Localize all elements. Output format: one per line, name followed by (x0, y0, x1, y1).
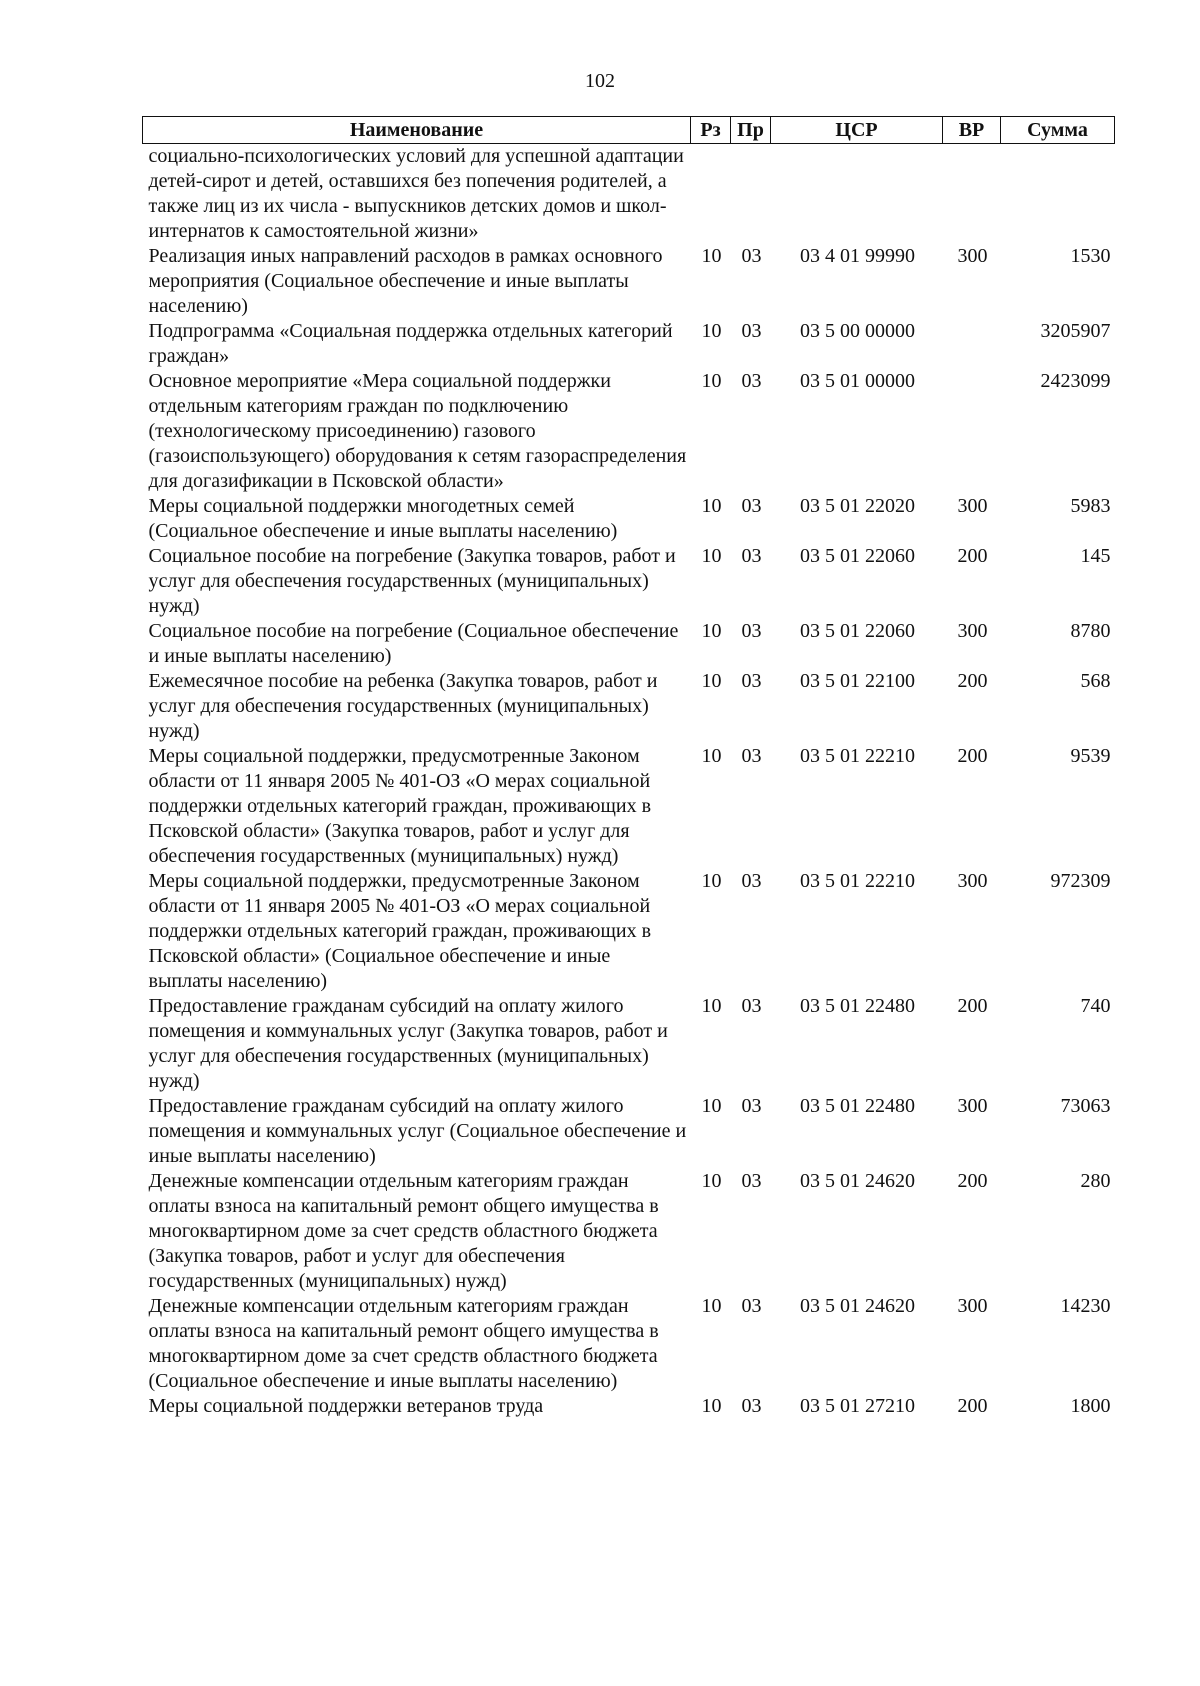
row-name: Предоставление гражданам субсидий на оплату жилого помещения и коммунальных услуг (Социальное обеспечение и иные выплаты населению) (148, 1095, 687, 1167)
table-row (143, 869, 1115, 994)
row-csr: 03 5 01 22020 (800, 495, 915, 517)
row-rz: 10 (701, 1095, 722, 1117)
row-name: Подпрограмма «Социальная поддержка отдельных категорий граждан» (148, 320, 673, 367)
row-vr (943, 369, 1001, 494)
row-name: Денежные компенсации отдельным категориям граждан оплаты взноса на капитальный ремонт общего имущества в многоквартирном доме за счет средств областного бюджета (Закупка товаров, работ и услуг для обеспечения государственных (муниципальных) нужд) (148, 1170, 659, 1292)
row-vr: 300 (957, 495, 988, 517)
page-number: 102 (585, 70, 615, 92)
row-vr (943, 319, 1001, 369)
row-pr: 03 (741, 620, 762, 642)
row-vr: 200 (957, 1170, 988, 1192)
table-row (143, 1169, 1115, 1294)
row-csr: 03 5 01 22100 (800, 670, 915, 692)
row-pr: 03 (741, 545, 762, 567)
row-csr: 03 5 01 22060 (800, 620, 915, 642)
row-vr: 200 (957, 670, 988, 692)
row-name: Основное мероприятие «Мера социальной поддержки отдельным категориям граждан по подключению (технологическому присоединению) газового (газоиспользующего) оборудования к сетям газораспределения для догазификации в Псковской области» (148, 370, 687, 492)
table-row (143, 369, 1115, 494)
header-vr: ВР (943, 117, 1001, 144)
header-name: Наименование (143, 117, 691, 144)
budget-table (142, 116, 1115, 1419)
header-sum: Сумма (1001, 117, 1115, 144)
row-vr: 300 (957, 1095, 988, 1117)
header-rz: Рз (691, 117, 731, 144)
table-row (143, 494, 1115, 544)
row-sum: 568 (1080, 670, 1111, 692)
row-sum: 972309 (1050, 870, 1111, 892)
row-sum: 8780 (1070, 620, 1111, 642)
row-rz: 10 (701, 995, 722, 1017)
row-vr: 300 (957, 1295, 988, 1317)
row-csr (771, 144, 943, 245)
row-csr: 03 5 01 22480 (800, 1095, 915, 1117)
row-rz: 10 (701, 620, 722, 642)
row-name: социально-психологических условий для успешной адаптации детей-сирот и детей, оставшихся без попечения родителей, а также лиц из их числа - выпускников детских домов и школ-интернатов к самостоятельной жизни» (148, 145, 684, 242)
row-pr: 03 (741, 1095, 762, 1117)
row-csr: 03 5 01 22210 (800, 870, 915, 892)
table-row (143, 319, 1115, 369)
row-rz: 10 (701, 670, 722, 692)
row-pr (731, 144, 771, 245)
row-csr: 03 5 01 24620 (800, 1295, 915, 1317)
row-pr: 03 (741, 1170, 762, 1192)
header-pr: Пр (731, 117, 771, 144)
row-sum: 280 (1080, 1170, 1111, 1192)
row-name: Меры социальной поддержки, предусмотренные Законом области от 11 января 2005 № 401-ОЗ «О мерах социальной поддержки отдельных категорий граждан, проживающих в Псковской области» (Социальное обеспечение и иные выплаты населению) (148, 870, 652, 992)
row-sum: 73063 (1060, 1095, 1111, 1117)
row-vr: 300 (957, 870, 988, 892)
row-rz: 10 (701, 1395, 722, 1417)
row-vr: 300 (957, 620, 988, 642)
row-csr: 03 5 01 00000 (800, 370, 915, 392)
table-row (143, 244, 1115, 319)
row-pr: 03 (741, 495, 762, 517)
row-vr: 200 (957, 545, 988, 567)
row-vr: 200 (957, 1395, 988, 1417)
row-pr: 03 (741, 370, 762, 392)
row-csr: 03 5 01 22060 (800, 545, 915, 567)
row-name: Меры социальной поддержки ветеранов труда (148, 1395, 544, 1417)
row-name: Социальное пособие на погребение (Социальное обеспечение и иные выплаты населению) (148, 620, 679, 667)
row-sum (1001, 144, 1115, 245)
row-pr: 03 (741, 995, 762, 1017)
row-pr: 03 (741, 870, 762, 892)
row-sum: 145 (1080, 545, 1111, 567)
row-sum: 1530 (1070, 245, 1111, 267)
table-row (143, 744, 1115, 869)
row-name: Денежные компенсации отдельным категориям граждан оплаты взноса на капитальный ремонт общего имущества в многоквартирном доме за счет средств областного бюджета (Социальное обеспечение и иные выплаты населению) (148, 1295, 659, 1392)
table-row (143, 144, 1115, 245)
row-name: Предоставление гражданам субсидий на оплату жилого помещения и коммунальных услуг (Закупка товаров, работ и услуг для обеспечения государственных (муниципальных) нужд) (148, 995, 668, 1092)
row-vr (943, 144, 1001, 245)
row-csr: 03 5 01 24620 (800, 1170, 915, 1192)
row-pr: 03 (741, 1295, 762, 1317)
row-rz (691, 144, 731, 245)
row-sum: 740 (1080, 995, 1111, 1017)
row-pr: 03 (741, 320, 762, 342)
row-name: Меры социальной поддержки многодетных семей (Социальное обеспечение и иные выплаты населению) (148, 495, 618, 542)
row-rz: 10 (701, 320, 722, 342)
row-rz: 10 (701, 245, 722, 267)
row-sum: 1800 (1070, 1395, 1111, 1417)
row-csr: 03 5 01 27210 (800, 1395, 915, 1417)
row-rz: 10 (701, 1170, 722, 1192)
table-row (143, 994, 1115, 1094)
row-name: Ежемесячное пособие на ребенка (Закупка товаров, работ и услуг для обеспечения государственных (муниципальных) нужд) (148, 670, 658, 742)
row-csr: 03 5 01 22210 (800, 745, 915, 767)
row-csr: 03 4 01 99990 (800, 245, 915, 267)
table-row (143, 619, 1115, 669)
row-name: Меры социальной поддержки, предусмотренные Законом области от 11 января 2005 № 401-ОЗ «О мерах социальной поддержки отдельных категорий граждан, проживающих в Псковской области» (Закупка товаров, работ и услуг для обеспечения государственных (муниципальных) нужд) (148, 745, 652, 867)
row-pr: 03 (741, 670, 762, 692)
row-rz: 10 (701, 745, 722, 767)
row-rz: 10 (701, 495, 722, 517)
row-name: Реализация иных направлений расходов в рамках основного мероприятия (Социальное обеспечение и иные выплаты населению) (148, 245, 663, 317)
row-rz: 10 (701, 545, 722, 567)
row-pr: 03 (741, 1395, 762, 1417)
row-csr: 03 5 01 22480 (800, 995, 915, 1017)
header-csr: ЦСР (771, 117, 943, 144)
table-row (143, 544, 1115, 619)
row-sum: 5983 (1070, 495, 1111, 517)
row-vr: 200 (957, 995, 988, 1017)
row-pr: 03 (741, 245, 762, 267)
row-sum: 2423099 (1040, 370, 1111, 392)
row-rz: 10 (701, 870, 722, 892)
table-row (143, 1094, 1115, 1169)
table-header-row (143, 117, 1115, 144)
row-sum: 14230 (1060, 1295, 1111, 1317)
row-vr: 300 (957, 245, 988, 267)
table-row (143, 1294, 1115, 1394)
row-pr: 03 (741, 745, 762, 767)
row-sum: 3205907 (1040, 320, 1111, 342)
table-row (143, 1394, 1115, 1419)
row-rz: 10 (701, 370, 722, 392)
row-vr: 200 (957, 745, 988, 767)
row-name: Социальное пособие на погребение (Закупка товаров, работ и услуг для обеспечения государственных (муниципальных) нужд) (148, 545, 676, 617)
row-rz: 10 (701, 1295, 722, 1317)
table-row (143, 669, 1115, 744)
row-csr: 03 5 00 00000 (800, 320, 915, 342)
row-sum: 9539 (1070, 745, 1111, 767)
